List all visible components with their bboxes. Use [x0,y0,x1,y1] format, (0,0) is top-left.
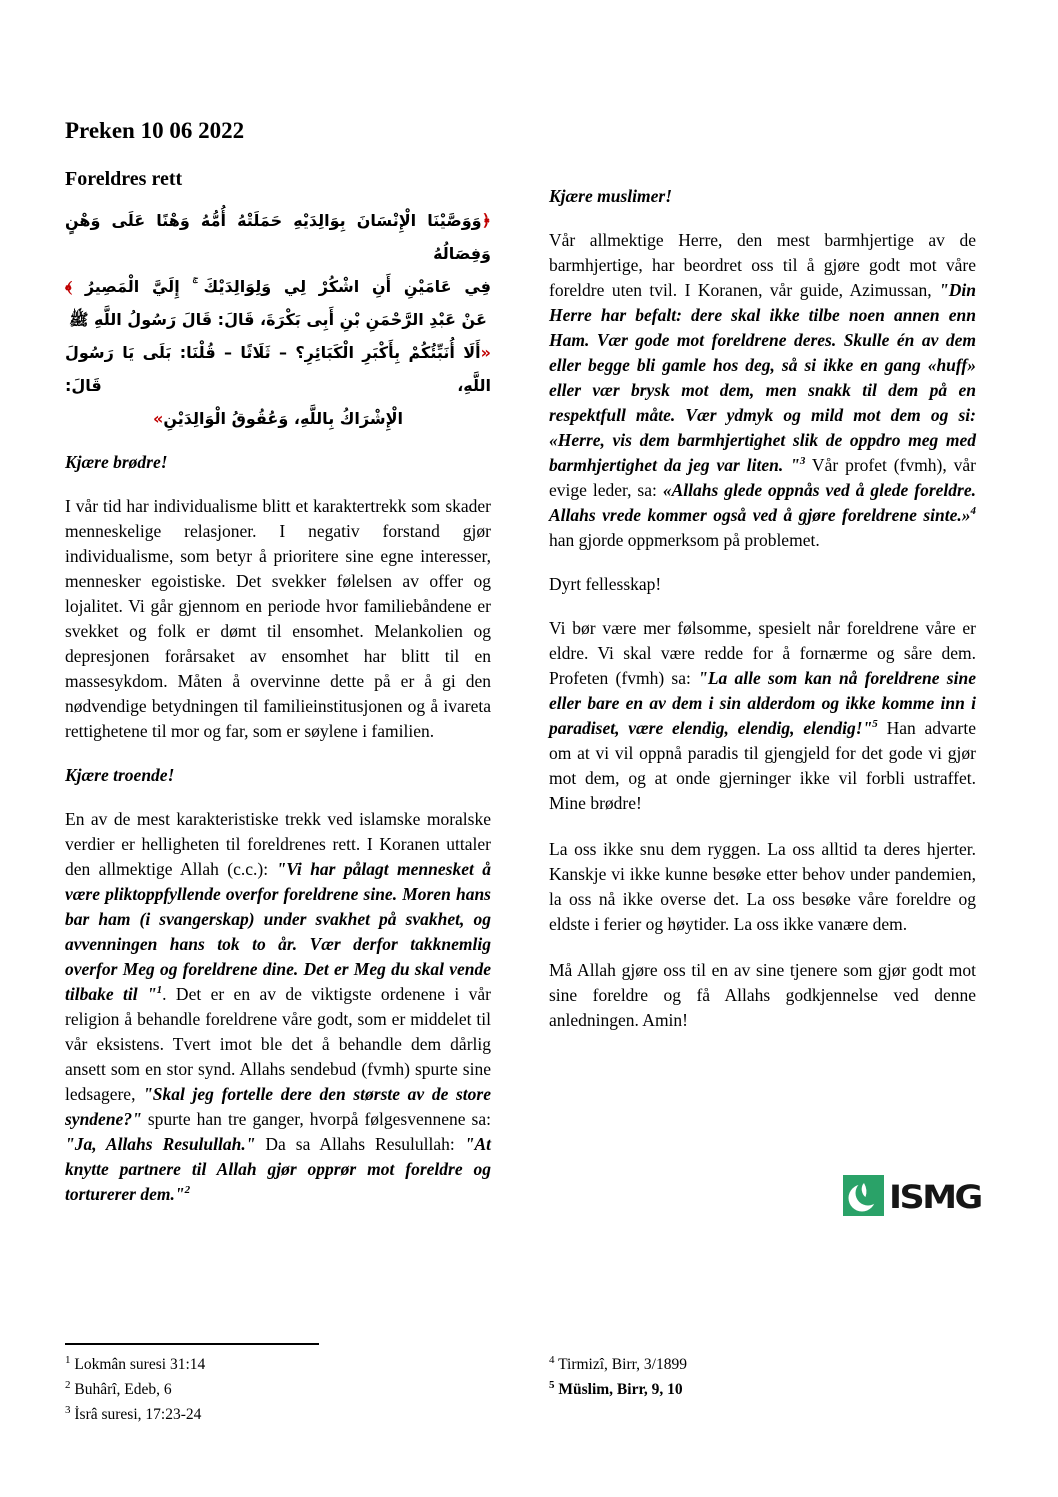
footnote-text: Müslim, Birr, 9, 10 [558,1381,683,1398]
paragraph-individualisme: I vår tid har individualisme blitt et karaktertrekk som skader menneskelige relasjoner. I negativ forstand gjør individualisme, som betyr å prioritere sine egne interesser, mennesker egoistiske. Det svekker følelsen av offer og lojalitet. Vi går gjennom en periode hvor familiebåndene er svekket og folk er dømt til ensomhet. Melankolien og depresjonen forårsaket av ensomhet har blitt til en massesykdom. Måten å overvinne dette på er å gi den nødvendige betydningen til familieinstitusjonen og å ivareta rettighetene til mor og far, som er søylene i familien. [65,496,491,741]
paragraph-allmektige-herre: Vår allmektige Herre, den mest barmhjertige av de barmhjertige, har beordret oss til å gjøre godt mot våre foreldre uten tvil. I Koranen, vår guide, Azimussan, "Din Herre har befalt: dere skal ikke tilbe noen annen enn Ham. Vær gode mot foreldrene deres. Skulle én av dem eller begge bli gamle hos deg, så si ikke en gang «huff» eller vær brysk mot dem, men snakk til dem på en respektfull måte. Vær ydmyk og mild mot dem og si: «Herre, vis dem barmhjertighet slik de oppdro meg med barmhjertighet da jeg var liten. "$^3$ Vår profet (fvmh), vår evige leder, sa: «Allahs glede oppnås ved å glede foreldre. Allahs vrede kommer også ved å gjøre foreldrene sinte.»$^4$ han gjorde oppmerksom på problemet. [549,230,976,550]
left-column [65,118,491,1228]
footnote-marker: 1 [65,1353,71,1366]
footnote-5 [549,1377,976,1402]
footnotes-left [65,1343,491,1427]
footnote-text: Buhârî, Edeb, 6 [74,1381,172,1398]
hadith-close-quote: » [152,409,164,428]
arabic-quote-block [65,204,491,435]
footnote-3 [65,1402,491,1427]
arabic-verse-line-1: ﴿وَوَصَّيْنَا الْإِنْسَانَ بِوَالِدَيْهِ حَمَلَتْهُ أُمُّهُ وَهْنًا عَلَى وَهْنٍ وَفِصَالُهُ [65,211,491,263]
hadith-open-quote: « [480,343,491,362]
ismg-logo [843,1175,981,1221]
quran-close-bracket: ﴾ [65,277,73,296]
ismg-tulip-icon [843,1175,884,1221]
footnote-marker: 2 [65,1378,71,1391]
footnote-marker: 5 [549,1378,555,1391]
footnotes-right [549,1352,976,1402]
right-column [549,186,976,1054]
footnote-marker: 3 [65,1403,71,1416]
document-subtitle: Foreldres rett [65,168,183,190]
paragraph-foreldrenes-rett: En av de mest karakteristiske trekk ved islamske moralske verdier er helligheten til foreldrenes rett. I Koranen uttaler den allmektige Allah (c.c.): "Vi har pålagt mennesket å være pliktoppfyllende overfor foreldrene sine. Moren hans bar ham (i svangerskap) under svakhet på svakhet, og avvenningen hans tok to år. Vær derfor takknemlig overfor Meg og foreldrene dine. Det er Meg du skal vende tilbake til "$^1$. Det er en av de viktigste ordenene i vår religion å behandle foreldrene våre godt, som er middelet til vår eksistens. Tvert imot ble det å behandle dem dårlig ansett som en stor synd. Allahs sendebud (fvmh) spurte sine ledsagere, "Skal jeg fortelle dere den største av de store syndene?" spurte han tre ganger, hvorpå følgesvennene sa: "Ja, Allahs Resulullah." Da sa Allahs Resulullah: "At knytte partnere til Allah gjør opprør mot foreldre og torturerer dem."$^2$ [65,809,491,1204]
quran-open-bracket: ﴿ [481,211,491,230]
paragraph-avslutning-amin: Må Allah gjøre oss til en av sine tjenere som gjør godt mot sine foreldre og få Allahs godkjennelse ved denne anledningen. Amin! [549,960,976,1030]
paragraph-la-oss: La oss ikke snu dem ryggen. La oss alltid ta deres hjerter. Kanskje vi ikke kunne besøke etter behov under pandemien, la oss nå ikke overse det. La oss besøke våre foreldre og eldste i ferier og høytider. La oss ikke vanære dem. [549,839,976,934]
heading-kjaere-troende: Kjære troende! [65,765,175,785]
footnote-4 [549,1352,976,1377]
footnote-text: Tirmizî, Birr, 3/1899 [558,1356,687,1373]
heading-kjaere-brodre: Kjære brødre! [65,452,168,472]
footnote-separator-rule [65,1343,319,1345]
arabic-verse-line-2: فِي عَامَيْنِ أَنِ اشْكُرْ لِي وَلِوَالِدَيْكَ ۚ إِلَيَّ الْمَصِيرُ ﴾ [65,277,491,296]
footnote-1 [65,1352,491,1377]
footnote-marker: 4 [549,1353,555,1366]
paragraph-folsomme: Vi bør være mer følsomme, spesielt når foreldrene våre er eldre. Vi skal være redde for å fornærme og såre dem. Profeten (fvmh) sa: "La alle som kan nå foreldrene sine eller bare en av dem i sin alderdom og ikke komme inn i paradiset, være elendig, elendig, elendig!"$^5$ Han advarte om at vi vil oppnå paradis til gjengjeld for det gode vi gjør mot dem, og at onde gjerninger ikke vil forbli ustraffet. Mine brødre! [549,618,976,813]
arabic-hadith-line-1: «أَلَا أُنَبِّئُكُمْ بِأَكْبَرِ الْكَبَائِرِ؟ – ثَلَاثًا – قُلْنَا: بَلَى يَا رَسُولَ اللَّهِ، قَالَ: [65,343,491,395]
arabic-narration-line: عَنْ عَبْدِ الرَّحْمَنِ بْنِ أَبِى بَكْرَةَ، قَالَ: قَالَ رَسُولُ اللَّهِ ﷺ [69,310,487,329]
logo-wordmark: ISMG [889,1179,981,1217]
heading-dyrt-fellesskap: Dyrt fellesskap! [549,574,662,594]
heading-kjaere-muslimer: Kjære muslimer! [549,186,673,206]
footnote-text: Lokmân suresi 31:14 [74,1356,206,1373]
footnote-text: İsrâ suresi, 17:23-24 [74,1406,202,1423]
arabic-hadith-line-2: الْإِشْرَاكُ بِاللَّهِ، وَعُقُوقُ الْوَالِدَيْنِ» [152,409,403,428]
footnote-2 [65,1377,491,1402]
page-title: Preken 10 06 2022 [65,118,245,143]
